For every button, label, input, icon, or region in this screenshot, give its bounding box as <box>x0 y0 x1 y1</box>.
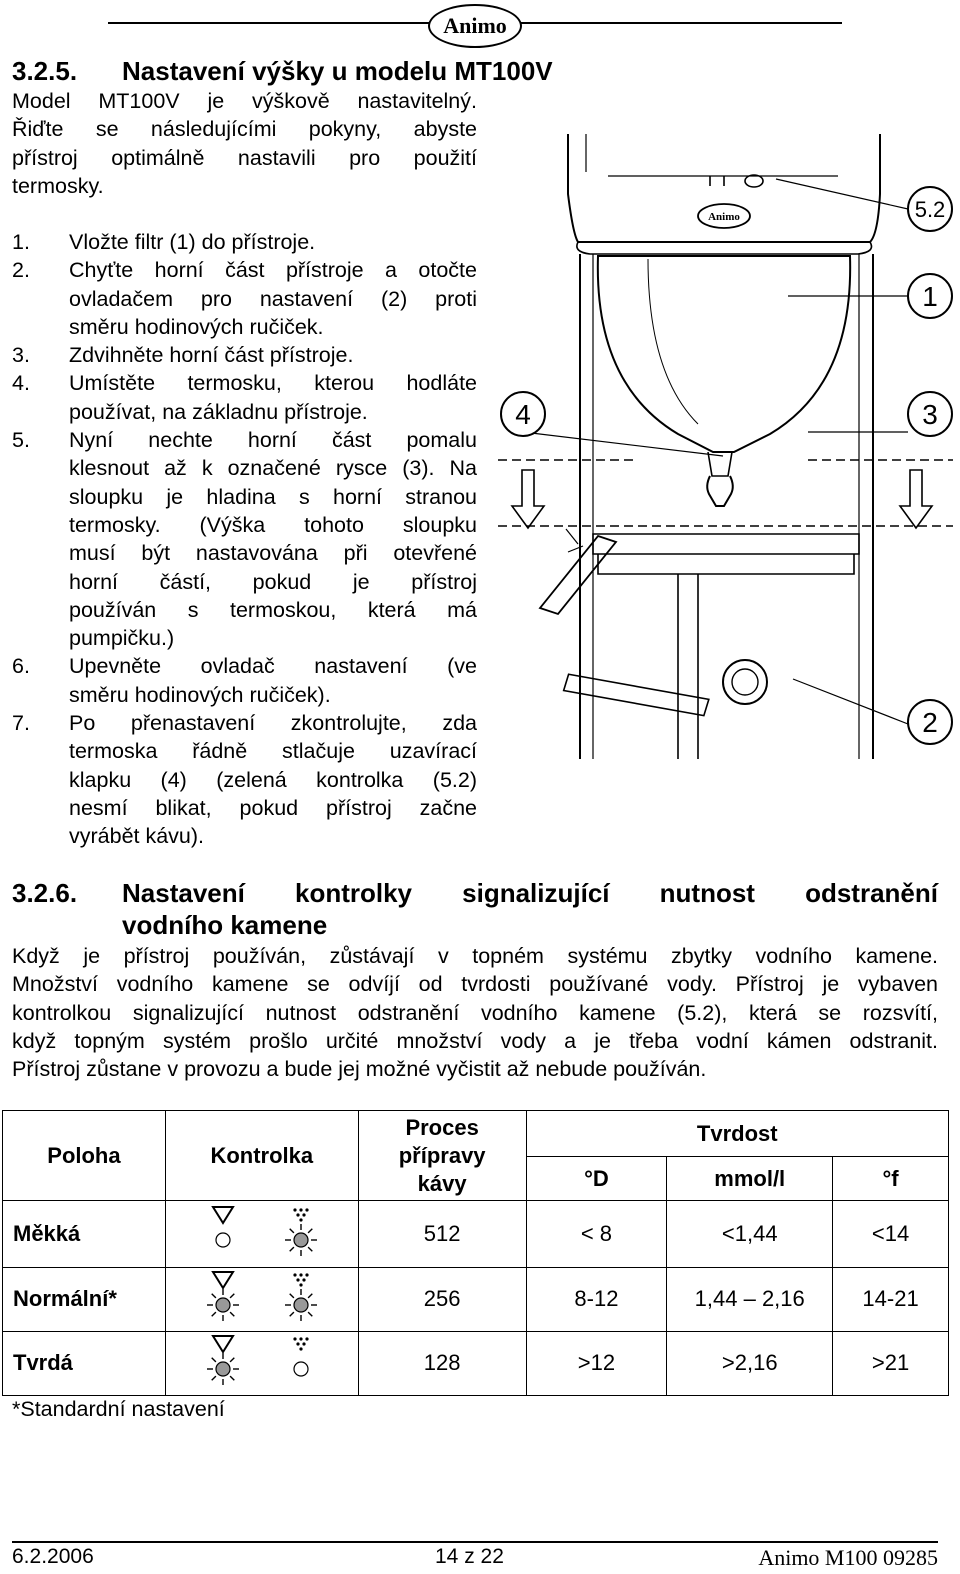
lamp-off-icon <box>203 1204 243 1264</box>
step-text <box>69 228 477 256</box>
step-line: Nyní nechte horní část pomalu <box>69 428 477 453</box>
footer-doc: Animo M100 09285 <box>758 1545 938 1570</box>
section-heading-326 <box>12 878 938 944</box>
step-line: nesmí blikat, pokud přístroj začne <box>69 795 477 820</box>
section-title-line: vodního kamene <box>122 910 328 940</box>
step-line: musí být nastavována při otevřené <box>69 541 477 566</box>
header-proces-line: přípravy <box>398 1142 486 1168</box>
list-item <box>12 228 477 256</box>
cell-poloha: Tvrdá <box>3 1331 166 1395</box>
header-rule-left <box>108 22 430 24</box>
intro-line: Řiďte se následujícími pokyny, abyste <box>12 117 477 142</box>
step-number: 4. <box>12 371 30 396</box>
step-text <box>69 369 477 426</box>
step-line: klapku (4) (zelená kontrolka (5.2) <box>69 767 477 792</box>
intro-line: Model MT100V je výškově nastavitelný. <box>12 89 477 113</box>
filter-funnel <box>598 256 850 452</box>
section-number: 3.2.6. <box>12 878 78 908</box>
step-line: používán s termoskou, která má <box>69 597 477 622</box>
steps-list <box>12 228 477 851</box>
step-line: vyrábět kávu). <box>69 824 205 849</box>
spout <box>707 476 733 506</box>
paragraph-line: Množství vodního kamene se odvíjí od tvrdosti používané vody. Přístroj je vybaven <box>12 972 938 997</box>
cell-kontrolka <box>165 1267 358 1331</box>
paragraph-line: Když je přístroj používán, zůstávají v topném systému zbytky vodního kamene. <box>12 944 938 968</box>
indicator-lamps-icon <box>710 175 763 187</box>
cell-f: 14-21 <box>833 1267 949 1331</box>
list-item <box>12 426 477 652</box>
cell-proces: 128 <box>358 1331 526 1395</box>
height-adjustment-figure <box>498 134 953 759</box>
down-arrow-icon <box>512 470 544 528</box>
callout-1 <box>908 274 952 318</box>
intro-line: termosky. <box>12 173 104 198</box>
section-heading-325 <box>12 56 612 88</box>
animo-logo <box>428 4 522 48</box>
cell-poloha: Normální* <box>3 1267 166 1331</box>
section-title: Nastavení výšky u modelu MT100V <box>122 56 553 86</box>
step-text <box>69 341 477 369</box>
step-line: Umístěte termosku, kterou hodláte <box>69 371 477 396</box>
step-number: 5. <box>12 428 30 453</box>
list-item <box>12 652 477 709</box>
list-item <box>12 341 477 369</box>
table-row <box>3 1201 949 1267</box>
callout-5-2 <box>908 187 952 231</box>
descale-lamp-off-icon <box>281 1333 321 1393</box>
closing-flap <box>540 529 616 614</box>
list-item <box>12 369 477 426</box>
cell-mmol: <1,44 <box>667 1201 833 1267</box>
cell-f: <14 <box>833 1201 949 1267</box>
down-arrow-icon <box>900 470 932 528</box>
step-number: 7. <box>12 711 30 736</box>
cell-mmol: >2,16 <box>667 1331 833 1395</box>
step-line: směru hodinových ručiček). <box>69 682 331 707</box>
header-tvrdost: Tvrdost <box>526 1111 948 1157</box>
footer-page: 14 z 22 <box>435 1545 504 1568</box>
descale-lamp-on-icon <box>281 1269 321 1329</box>
step-line: používat, na základnu přístroje. <box>69 399 368 424</box>
cell-d: 8-12 <box>526 1267 667 1331</box>
adjust-arm <box>558 622 714 759</box>
table-row <box>3 1267 949 1331</box>
step-line: klesnout až k označené rysce (3). Na <box>69 456 477 481</box>
step-line: Upevněte ovladač nastavení (ve <box>69 654 477 679</box>
step-line: Chyťte horní část přístroje a otočte <box>69 258 477 283</box>
footer-date: 6.2.2006 <box>12 1545 94 1568</box>
footer-rule <box>12 1541 938 1543</box>
table-row <box>3 1331 949 1395</box>
list-item <box>12 256 477 341</box>
cell-proces: 256 <box>358 1267 526 1331</box>
cell-kontrolka <box>165 1331 358 1395</box>
step-line: Vložte filtr (1) do přístroje. <box>69 230 316 254</box>
step-line: pumpičku.) <box>69 626 175 651</box>
list-item <box>12 709 477 850</box>
cell-d: >12 <box>526 1331 667 1395</box>
header-f: °f <box>833 1157 949 1201</box>
cell-mmol: 1,44 – 2,16 <box>667 1267 833 1331</box>
step-line: termoska řádně stlačuje uzavírací <box>69 739 477 764</box>
step-line: směru hodinových ručiček. <box>69 314 324 339</box>
step-line: ovladačem pro nastavení (2) proti <box>69 286 477 311</box>
step-text <box>69 256 477 341</box>
callout-label: 5.2 <box>914 197 946 222</box>
step-number: 6. <box>12 654 30 679</box>
device-top-body <box>568 134 880 242</box>
intro-line: přístroj optimálně nastavili pro použití <box>12 145 477 170</box>
callout-label: 3 <box>922 399 938 430</box>
header-mmol: mmol/l <box>667 1157 833 1201</box>
section-number: 3.2.5. <box>12 56 78 86</box>
cell-d: < 8 <box>526 1201 667 1267</box>
device-logo-text: Animo <box>708 211 740 223</box>
logo-text: Animo <box>443 13 507 38</box>
step-number: 2. <box>12 258 30 283</box>
step-line: sloupku je hladina s horní stranou <box>69 484 477 509</box>
section-intro <box>12 87 477 200</box>
table-note: *Standardní nastavení <box>12 1397 225 1421</box>
step-number: 3. <box>12 343 30 368</box>
step-line: horní částí, pokud je přístroj <box>69 569 477 594</box>
header-kontrolka: Kontrolka <box>165 1111 358 1201</box>
lamp-on-icon <box>203 1269 243 1329</box>
header-d: °D <box>526 1157 667 1201</box>
callout-label: 4 <box>515 399 531 430</box>
step-text <box>69 426 477 652</box>
cell-kontrolka <box>165 1201 358 1267</box>
step-number: 1. <box>12 230 30 254</box>
header-proces-line: kávy <box>417 1170 467 1196</box>
step-text <box>69 709 477 850</box>
adjustment-knob <box>723 660 767 704</box>
cell-proces: 512 <box>358 1201 526 1267</box>
paragraph-line: kontrolkou signalizující nutnost odstranění vodního kamene (5.2), která se rozsvítí, <box>12 1000 938 1025</box>
cell-poloha: Měkká <box>3 1201 166 1267</box>
descaling-table <box>2 1110 949 1396</box>
header-rule-right <box>520 22 842 24</box>
callout-label: 1 <box>922 281 938 312</box>
callout-4 <box>501 392 545 436</box>
step-line: Zdvihněte horní část přístroje. <box>69 343 354 368</box>
callout-label: 2 <box>922 707 938 738</box>
cell-f: >21 <box>833 1331 949 1395</box>
header-poloha: Poloha <box>3 1111 166 1201</box>
header-proces-line: Proces <box>405 1114 479 1140</box>
header-proces <box>358 1111 526 1201</box>
step-line: termosky. (Výška tohoto sloupku <box>69 512 477 537</box>
section-title-line: Nastavení kontrolky signalizující nutnost odstranění <box>122 878 938 908</box>
step-text <box>69 652 477 709</box>
lamp-on-icon <box>203 1333 243 1393</box>
step-line: Po přenastavení zkontrolujte, zda <box>69 711 477 736</box>
section-paragraph <box>12 942 938 1083</box>
callout-3 <box>908 392 952 436</box>
descale-lamp-on-icon <box>281 1204 321 1264</box>
paragraph-line: když topným systém prošlo určité množství vody a je třeba vodní kámen odstranit. <box>12 1028 938 1053</box>
paragraph-line: Přístroj zůstane v provozu a bude jej možné vyčistit až nebude používán. <box>12 1057 707 1082</box>
callout-2 <box>908 700 952 744</box>
